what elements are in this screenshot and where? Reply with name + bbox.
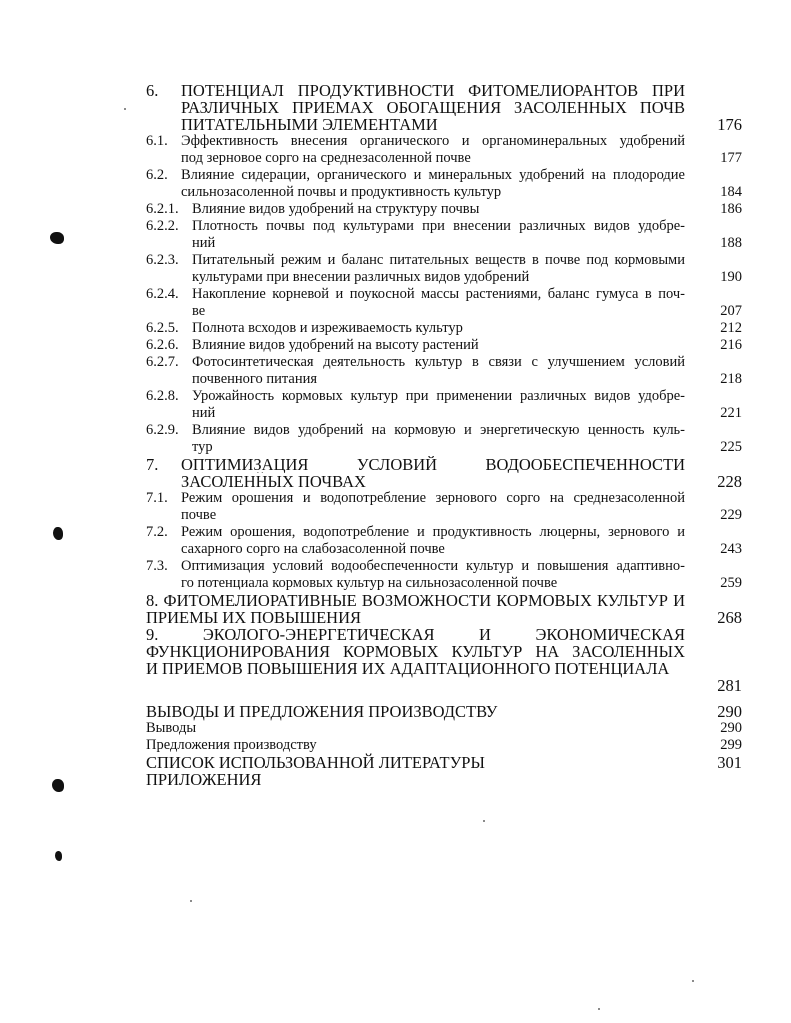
section-title: Питательный режим и баланс питательных веществ в почве под кормовыми — [192, 252, 685, 268]
toc-entry — [146, 754, 742, 771]
section-number: 6.2.1. — [146, 201, 179, 217]
section-title: 8. ФИТОМЕЛИОРАТИВНЫЕ ВОЗМОЖНОСТИ КОРМОВЫХ КУЛЬТУР И — [146, 592, 685, 609]
page-number: 290 — [717, 702, 742, 721]
toc-line — [146, 82, 686, 99]
toc-entry — [146, 388, 742, 422]
section-number: 6.2.3. — [146, 252, 179, 268]
section-title: И ПРИЕМОВ ПОВЫШЕНИЯ ИХ АДАПТАЦИОННОГО ПОТЕНЦИАЛА — [146, 659, 670, 678]
toc-entry — [146, 558, 742, 592]
toc-entry — [146, 167, 742, 201]
toc-line — [146, 405, 686, 422]
page-number: 268 — [717, 608, 742, 627]
page-number: 190 — [720, 269, 742, 285]
speck — [598, 1008, 600, 1010]
speck — [692, 980, 694, 982]
toc-entry — [146, 703, 742, 720]
toc-line — [146, 133, 686, 150]
page-number: 225 — [720, 439, 742, 455]
section-number: 6.2.4. — [146, 286, 179, 302]
page-number: 243 — [720, 541, 742, 557]
section-number: 7.3. — [146, 558, 168, 574]
toc-entry — [146, 720, 742, 737]
toc-entry — [146, 286, 742, 320]
section-title: почве — [181, 507, 217, 523]
page-number: 188 — [720, 235, 742, 251]
toc-entry — [146, 422, 742, 456]
toc-line — [146, 456, 686, 473]
toc-line — [146, 703, 686, 720]
ink-blot — [50, 232, 64, 244]
toc-entry — [146, 218, 742, 252]
toc-line — [146, 626, 686, 643]
section-title: ПОТЕНЦИАЛ ПРОДУКТИВНОСТИ ФИТОМЕЛИОРАНТОВ ПРИ — [181, 82, 685, 99]
toc-entry — [146, 524, 742, 558]
section-title: Влияние видов удобрений на структуру почвы — [192, 201, 480, 217]
toc-line — [146, 473, 686, 490]
toc-entry — [146, 252, 742, 286]
section-title: ве — [192, 303, 206, 319]
ink-blot — [53, 527, 63, 540]
toc-entry — [146, 771, 742, 788]
toc-line — [146, 439, 686, 456]
page-number: 184 — [720, 184, 742, 200]
toc-line — [146, 677, 686, 694]
toc-line — [146, 150, 686, 167]
toc-entry — [146, 354, 742, 388]
page-number: 281 — [717, 676, 742, 695]
section-title: 9. ЭКОЛОГО-ЭНЕРГЕТИЧЕСКАЯ И ЭКОНОМИЧЕСКАЯ — [146, 626, 685, 643]
toc-line — [146, 388, 686, 405]
speck — [190, 900, 192, 902]
toc-line — [146, 337, 686, 354]
toc-line — [146, 99, 686, 116]
toc-line — [146, 269, 686, 286]
toc-line — [146, 507, 686, 524]
toc-entry — [146, 337, 742, 354]
section-title: Режим орошения и водопотребление зернового сорго на среднезасоленной — [181, 490, 685, 506]
toc-line — [146, 660, 686, 677]
ink-blot — [52, 779, 64, 792]
toc-entry — [146, 201, 742, 218]
toc-line — [146, 184, 686, 201]
toc-line — [146, 754, 686, 771]
toc-entry — [146, 82, 742, 133]
section-title: го потенциала кормовых культур на сильнозасоленной почве — [181, 575, 558, 591]
section-title: ФУНКЦИОНИРОВАНИЯ КОРМОВЫХ КУЛЬТУР НА ЗАСОЛЕННЫХ — [146, 643, 685, 660]
section-number: 7. — [146, 455, 159, 474]
section-number: 6.2. — [146, 167, 168, 183]
section-title: Выводы — [146, 720, 197, 736]
section-title: ПРИЕМЫ ИХ ПОВЫШЕНИЯ — [146, 608, 362, 627]
toc-entry — [146, 320, 742, 337]
toc-entry — [146, 133, 742, 167]
page-number: 216 — [720, 337, 742, 353]
section-title: Предложения производству — [146, 737, 317, 753]
ink-blot — [55, 851, 62, 861]
toc-line — [146, 720, 686, 737]
section-title: ЗАСОЛЕННЫХ ПОЧВАХ — [181, 472, 366, 491]
speck — [483, 820, 485, 822]
section-number: 6.2.7. — [146, 354, 179, 370]
section-title: ОПТИМИЗАЦИЯ УСЛОВИЙ ВОДООБЕСПЕЧЕННОСТИ — [181, 456, 685, 473]
section-number: 6.1. — [146, 133, 168, 149]
page-number: 259 — [720, 575, 742, 591]
toc-line — [146, 541, 686, 558]
section-title: Полнота всходов и изреживаемость культур — [192, 320, 463, 336]
section-title: Влияние видов удобрений на кормовую и энергетическую ценность куль- — [192, 422, 685, 438]
section-title: Фотосинтетическая деятельность культур в связи с улучшением условий — [192, 354, 685, 370]
section-title: ПИТАТЕЛЬНЫМИ ЭЛЕМЕНТАМИ — [181, 115, 438, 134]
page-number: 301 — [717, 753, 742, 772]
section-title: Накопление корневой и поукосной массы растениями, баланс гумуса в поч- — [192, 286, 685, 302]
toc-entry — [146, 490, 742, 524]
toc-line — [146, 116, 686, 133]
section-number: 7.1. — [146, 490, 168, 506]
section-number: 7.2. — [146, 524, 168, 540]
toc-line — [146, 490, 686, 507]
section-title: под зерновое сорго на среднезасоленной почве — [181, 150, 471, 166]
toc-entry — [146, 592, 742, 626]
section-title: Урожайность кормовых культур при применении различных видов удобре- — [192, 388, 685, 404]
page-number: 228 — [717, 472, 742, 491]
section-title: Влияние видов удобрений на высоту растений — [192, 337, 479, 353]
section-title: Оптимизация условий водообеспеченности культур и повышения адаптивно- — [181, 558, 685, 574]
toc-line — [146, 771, 686, 788]
section-title: ний — [192, 235, 216, 251]
toc-line — [146, 303, 686, 320]
page-number: 221 — [720, 405, 742, 421]
section-title: ПРИЛОЖЕНИЯ — [146, 770, 262, 789]
toc-line — [146, 575, 686, 592]
section-number: 6.2.6. — [146, 337, 179, 353]
toc-entry — [146, 737, 742, 754]
toc-entry — [146, 626, 742, 694]
toc-line — [146, 354, 686, 371]
toc-entry — [146, 456, 742, 490]
page-number: 299 — [720, 737, 742, 753]
section-title: почвенного питания — [192, 371, 318, 387]
section-title: Влияние сидерации, органического и минеральных удобрений на плодородие — [181, 167, 685, 183]
speck — [124, 108, 126, 110]
toc-line — [146, 592, 686, 609]
toc-line — [146, 643, 686, 660]
section-title: ВЫВОДЫ И ПРЕДЛОЖЕНИЯ ПРОИЗВОДСТВУ — [146, 702, 498, 721]
toc-line — [146, 167, 686, 184]
toc-line — [146, 252, 686, 269]
section-number: 6.2.9. — [146, 422, 179, 438]
section-number: 6.2.5. — [146, 320, 179, 336]
toc-line — [146, 286, 686, 303]
page-number: 218 — [720, 371, 742, 387]
toc-line — [146, 558, 686, 575]
page-number: 212 — [720, 320, 742, 336]
section-title: культурами при внесении различных видов удобрений — [192, 269, 530, 285]
toc-line — [146, 235, 686, 252]
page-number: 176 — [717, 115, 742, 134]
toc-line — [146, 737, 686, 754]
section-number: 6.2.2. — [146, 218, 179, 234]
section-title: тур — [192, 439, 213, 455]
section-title: сахарного сорго на слабозасоленной почве — [181, 541, 445, 557]
toc-line — [146, 371, 686, 388]
section-title: Режим орошения, водопотребление и продуктивность люцерны, зернового и — [181, 524, 685, 540]
section-number: 6. — [146, 81, 159, 100]
section-title: Эффективность внесения органического и органоминеральных удобрений — [181, 133, 685, 149]
toc-line — [146, 218, 686, 235]
toc-line — [146, 201, 686, 218]
page-number: 186 — [720, 201, 742, 217]
section-title: Плотность почвы под культурами при внесении различных видов удобре- — [192, 218, 685, 234]
table-of-contents — [146, 82, 742, 788]
toc-line — [146, 524, 686, 541]
toc-line — [146, 609, 686, 626]
section-title: СПИСОК ИСПОЛЬЗОВАННОЙ ЛИТЕРАТУРЫ — [146, 753, 485, 772]
page-number: 229 — [720, 507, 742, 523]
toc-line — [146, 422, 686, 439]
page-number: 207 — [720, 303, 742, 319]
section-title: РАЗЛИЧНЫХ ПРИЕМАХ ОБОГАЩЕНИЯ ЗАСОЛЕННЫХ ПОЧВ — [181, 99, 685, 116]
page-number: 290 — [720, 720, 742, 736]
page-number: 177 — [720, 150, 742, 166]
section-title: ний — [192, 405, 216, 421]
section-number: 6.2.8. — [146, 388, 179, 404]
toc-line — [146, 320, 686, 337]
section-title: сильнозасоленной почвы и продуктивность культур — [181, 184, 502, 200]
